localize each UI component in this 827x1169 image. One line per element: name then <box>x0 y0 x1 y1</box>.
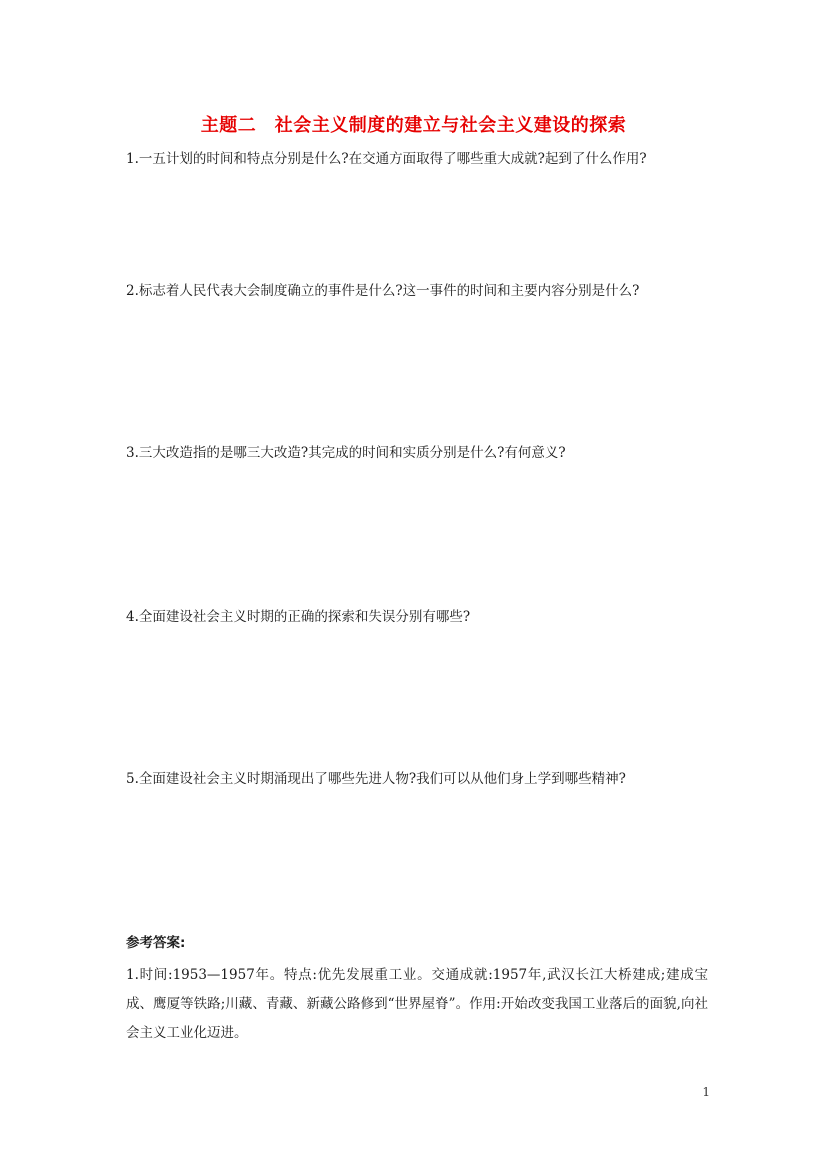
page-number: 1 <box>702 1085 710 1099</box>
question-5: 5.全面建设社会主义时期涌现出了哪些先进人物?我们可以从他们身上学到哪些精神? <box>126 771 626 787</box>
answer-1: 1.时间:1953—1957年。特点:优先发展重工业。交通成就:1957年,武汉长江大桥建成;建成宝成、鹰厦等铁路;川藏、青藏、新藏公路修到“世界屋脊”。作用:开始改变我国工业落后的面貌,向社会主义工业化迈进。 <box>126 967 708 1041</box>
document-title: 主题二 社会主义制度的建立与社会主义建设的探索 <box>200 115 627 136</box>
question-2: 2.标志着人民代表大会制度确立的事件是什么?这一事件的时间和主要内容分别是什么? <box>126 283 640 299</box>
answers-heading: 参考答案: <box>126 935 186 951</box>
question-1: 1.一五计划的时间和特点分别是什么?在交通方面取得了哪些重大成就?起到了什么作用? <box>126 151 647 167</box>
question-3: 3.三大改造指的是哪三大改造?其完成的时间和实质分别是什么?有何意义? <box>126 445 566 461</box>
question-4: 4.全面建设社会主义时期的正确的探索和失误分别有哪些? <box>126 609 471 625</box>
